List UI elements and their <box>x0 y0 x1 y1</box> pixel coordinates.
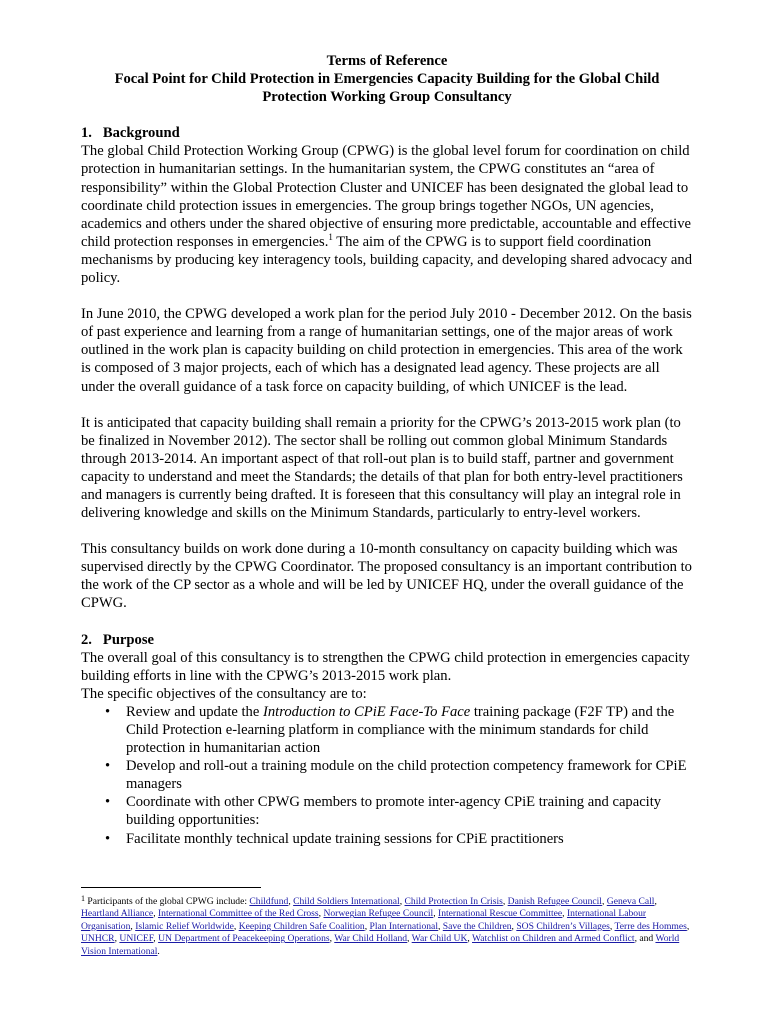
footnote-org-link[interactable]: SOS Children’s Villages <box>516 920 610 932</box>
footnote-org-link[interactable]: Child Soldiers International <box>293 896 400 907</box>
section-1-number: 1. <box>81 125 92 142</box>
bullet-icon: • <box>105 758 111 775</box>
background-p1-text-continued: The aim of the CPWG is to support field coordination mechanisms by producing key interagency tools, building capacity, and developing shared advocacy and policy. <box>81 233 692 287</box>
list-item <box>81 703 693 757</box>
objectives-list <box>81 703 693 848</box>
footnote-org-link[interactable]: Geneva Call <box>606 896 655 907</box>
bullet-icon: • <box>105 830 111 847</box>
footnote-org-link[interactable]: Norwegian Refugee Council <box>323 908 434 920</box>
footnote-org-link[interactable]: Heartland Alliance <box>81 908 154 920</box>
section-1-title: Background <box>102 125 180 142</box>
section-2-number: 2. <box>81 631 92 648</box>
footnote-org-link[interactable]: World Vision International <box>81 933 680 957</box>
objective-3-text: Coordinate with other CPWG members to promote inter-agency CPiE training and capacity building opportunities: <box>126 794 662 829</box>
purpose-paragraph-1: The overall goal of this consultancy is to strengthen the CPWG child protection in emergencies capacity building efforts in line with the CPWG’s 2013-2015 work plan. <box>81 649 690 684</box>
footnote-org-link[interactable]: War Child Holland <box>334 933 408 945</box>
footnote-org-link[interactable]: International Rescue Committee <box>438 908 563 920</box>
list-item <box>81 830 693 848</box>
objective-2-text: Develop and roll-out a training module on the child protection competency framework for CPiE managers <box>126 758 687 793</box>
footnote-org-link[interactable]: Child Protection In Crisis <box>404 896 503 907</box>
section-2-title: Purpose <box>102 631 154 648</box>
background-paragraph-3: It is anticipated that capacity building shall remain a priority for the CPWG’s 2013-2015 work plan (to be finalized in November 2012). The sector shall be rolling out common global Minimum Standards through 2013-2014. An important aspect of that roll-out plan is to build staff, partner and government capacity to understand and meet the Standards; the details of that plan for both entry-level practitioners and managers is currently being drafted. It is foreseen that this consultancy will play an integral role in delivering knowledge and skills on the Minimum Standards, particularly to entry-level workers. <box>81 414 683 522</box>
footnote-org-link[interactable]: Childfund <box>249 896 289 907</box>
footnote-org-link[interactable]: War Child UK <box>411 933 468 945</box>
bullet-icon: • <box>105 703 111 720</box>
footnote-org-link[interactable]: Danish Refugee Council <box>507 896 602 907</box>
background-paragraph-2: In June 2010, the CPWG developed a work plan for the period July 2010 - December 2012. On the basis of past experience and learning from a range of humanitarian settings, one of the major areas of work outlined in the work plan is capacity building on child protection in emergencies. This area of the work is composed of 3 major projects, each of which has a designated lead agency. These projects are all under the overall guidance of a task force on capacity building, of which UNICEF is the lead. <box>81 306 692 395</box>
section-2-heading <box>81 631 693 649</box>
objective-1-italic: Introduction to CPiE Face-To Face <box>262 703 471 720</box>
footnote-org-link[interactable]: Keeping Children Safe Coalition <box>238 920 365 932</box>
title-line-2: Focal Point for Child Protection in Emergencies Capacity Building for the Global Child Protection Working Group Consultancy <box>114 71 660 106</box>
list-item <box>81 793 693 829</box>
objective-1-text: Review and update the <box>126 703 263 720</box>
footnote-org-link[interactable]: UNICEF <box>119 933 154 945</box>
background-paragraph-1 <box>81 142 693 287</box>
footnote-number: 1 <box>81 894 85 903</box>
section-1-heading <box>81 124 693 142</box>
background-paragraph-4: This consultancy builds on work done during a 10-month consultancy on capacity building which was supervised directly by the CPWG Coordinator. The proposed consultancy is an important contribution to the work of the CP sector as a whole and will be led by UNICEF HQ, under the overall guidance of the CPWG. <box>81 541 692 612</box>
background-p1-text: The global Child Protection Working Group (CPWG) is the global level forum for coordination on child protection in humanitarian settings. In the humanitarian system, the CPWG constitutes an “area of responsibility” within the Global Protection Cluster and UNICEF has been designated the global lead to coordinate child protection issues in emergencies. The group brings together NGOs, UN agencies, academics and others under the shared objective of ensuring more predictable, accountable and effective child protection responses in emergencies. <box>81 143 691 250</box>
objective-1-text-continued: training package (F2F TP) and the Child Protection e-learning platform in compliance with the minimum standards for child protection in humanitarian action <box>126 703 675 757</box>
footnote-divider <box>81 887 261 888</box>
footnote-org-link[interactable]: International Committee of the Red Cross <box>157 908 319 920</box>
footnote-org-link[interactable]: UN Department of Peacekeeping Operations <box>158 933 330 945</box>
document-title <box>81 52 693 106</box>
document-page <box>81 52 693 848</box>
objective-4-text: Facilitate monthly technical update training sessions for CPiE practitioners <box>126 830 564 847</box>
footnote-org-link[interactable]: UNHCR <box>81 933 115 945</box>
footnote-org-link[interactable]: Save the Children <box>442 920 512 932</box>
footnote-org-link[interactable]: Islamic Relief Worldwide <box>135 920 234 932</box>
bullet-icon: • <box>105 794 111 811</box>
footnote <box>81 893 693 958</box>
footnote-intro: Participants of the global CPWG include: <box>85 896 250 907</box>
footnote-org-link[interactable]: Terre des Hommes <box>614 920 687 932</box>
footnote-org-link[interactable]: International Labour Organisation <box>81 908 647 932</box>
footnote-org-link[interactable]: Watchlist on Children and Armed Conflict <box>472 933 635 945</box>
title-line-1: Terms of Reference <box>326 53 448 69</box>
purpose-paragraph-2: The specific objectives of the consultancy are to: <box>81 685 367 702</box>
footnote-org-links: Childfund, Child Soldiers International, Child Protection In Crisis, Danish Refugee Council, Geneva Call, Heartland Alliance, International Committee of the Red Cross, Norwegian Refugee Council, International Rescue Committee, International Labour Organisation, Islamic Relief Worldwide, Keeping Children Safe Coalition, Plan International, Save the Children, SOS Children’s Villages, Terre des Hommes, UNHCR, UNICEF, UN Department of Peacekeeping Operations, War Child Holland, War Child UK, Watchlist on Children and Armed Conflict, and World Vision International. <box>81 896 690 957</box>
footnote-reference[interactable]: 1 <box>328 231 333 242</box>
list-item <box>81 757 693 793</box>
footnote-org-link[interactable]: Plan International <box>369 920 438 932</box>
